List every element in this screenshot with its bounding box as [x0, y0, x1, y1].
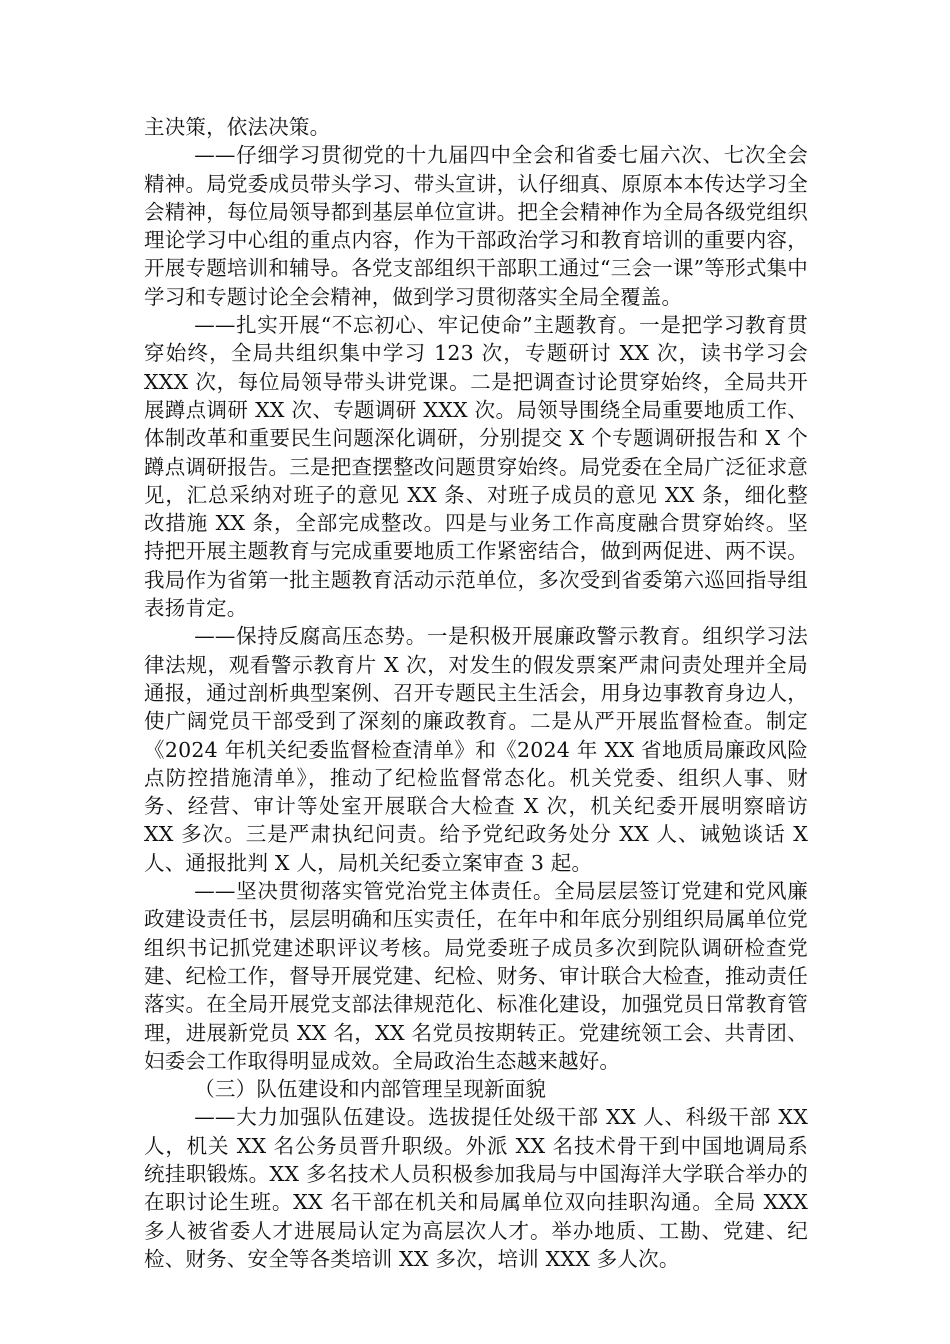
document-page — [144, 113, 808, 1273]
paragraph-theme-education: ——扎实开展“不忘初心、牢记使命”主题教育。一是把学习教育贯穿始终，全局共组织集中学习 123 次，专题研讨 XX 次，读书学习会 XXX 次，每位局领导带头讲党课。二是把调查讨论贯穿始终，全局共开展蹲点调研 XX 次、专题调研 XXX 次。局领导围绕全局重要地质工作、体制改革和重要民生问题深化调研，分别提交 X 个专题调研报告和 X 个蹲点调研报告。三是把查摆整改问题贯穿始终。局党委在全局广泛征求意见，汇总采纳对班子的意见 XX 条、对班子成员的意见 XX 条，细化整改措施 XX 条，全部完成整改。四是与业务工作高度融合贯穿始终。坚持把开展主题教育与完成重要地质工作紧密结合，做到两促进、两不误。我局作为省第一批主题教育活动示范单位，多次受到省委第六巡回指导组表扬肯定。 — [144, 313, 808, 621]
paragraph-plenary-study: ——仔细学习贯彻党的十九届四中全会和省委七届六次、七次全会精神。局党委成员带头学习、带头宣讲，认仔细真、原原本本传达学习全会精神，每位局领导都到基层单位宣讲。把全会精神作为全局各级党组织理论学习中心组的重点内容，作为干部政治学习和教育培训的重要内容，开展专题培训和辅导。各党支部组织干部职工通过“三会一课”等形式集中学习和专题讨论全会精神，做到学习贯彻落实全局全覆盖。 — [144, 143, 808, 309]
paragraph-anti-corruption: ——保持反腐高压态势。一是积极开展廉政警示教育。组织学习法律法规，观看警示教育片 X 次，对发生的假发票案严肃问责处理并全局通报，通过剖析典型案例、召开专题民主生活会，用身边事教育身边人，使广阔党员干部受到了深刻的廉政教育。二是从严开展监督检查。制定《2024 年机关纪委监督检查清单》和《2024 年 XX 省地质局廉政风险点防控措施清单》，推动了纪检监督常态化。机关党委、组织人事、财务、经营、审计等处室开展联合大检查 X 次，机关纪委开展明察暗访 XX 多次。三是严肃执纪问责。给予党纪政务处分 XX 人、诫勉谈话 X 人、通报批判 X 人，局机关纪委立案审查 3 起。 — [144, 624, 808, 875]
paragraph-party-responsibility: ——坚决贯彻落实管党治党主体责任。全局层层签订党建和党风廉政建设责任书，层层明确和压实责任，在年中和年底分别组织局属单位党组织书记抓党建述职评议考核。局党委班子成员多次到院队调研检查党建、纪检工作，督导开展党建、纪检、财务、审计联合大检查，推动责任落实。在全局开展党支部法律规范化、标准化建设，加强党员日常教育管理，进展新党员 XX 名，XX 名党员按期转正。党建统领工会、共青团、妇委会工作取得明显成效。全局政治生态越来越好。 — [144, 879, 808, 1073]
paragraph-decision: 主决策，依法决策。 — [144, 115, 331, 139]
paragraph-team-building: ——大力加强队伍建设。选拔提任处级干部 XX 人、科级干部 XX 人，机关 XX 名公务员晋升职级。外派 XX 名技术骨干到中国地调局系统挂职锻炼。XX 多名技术人员积极参加我局与中国海洋大学联合举办的在职讨论生班。XX 名干部在机关和局属单位双向挂职沟通。全局 XXX 多人被省委人才进展局认定为高层次人才。举办地质、工勘、党建、纪检、财务、安全等各类培训 XX 多次，培训 XXX 多人次。 — [144, 1105, 808, 1271]
section-heading-team-building: （三）队伍建设和内部管理呈现新面貌 — [194, 1077, 547, 1102]
